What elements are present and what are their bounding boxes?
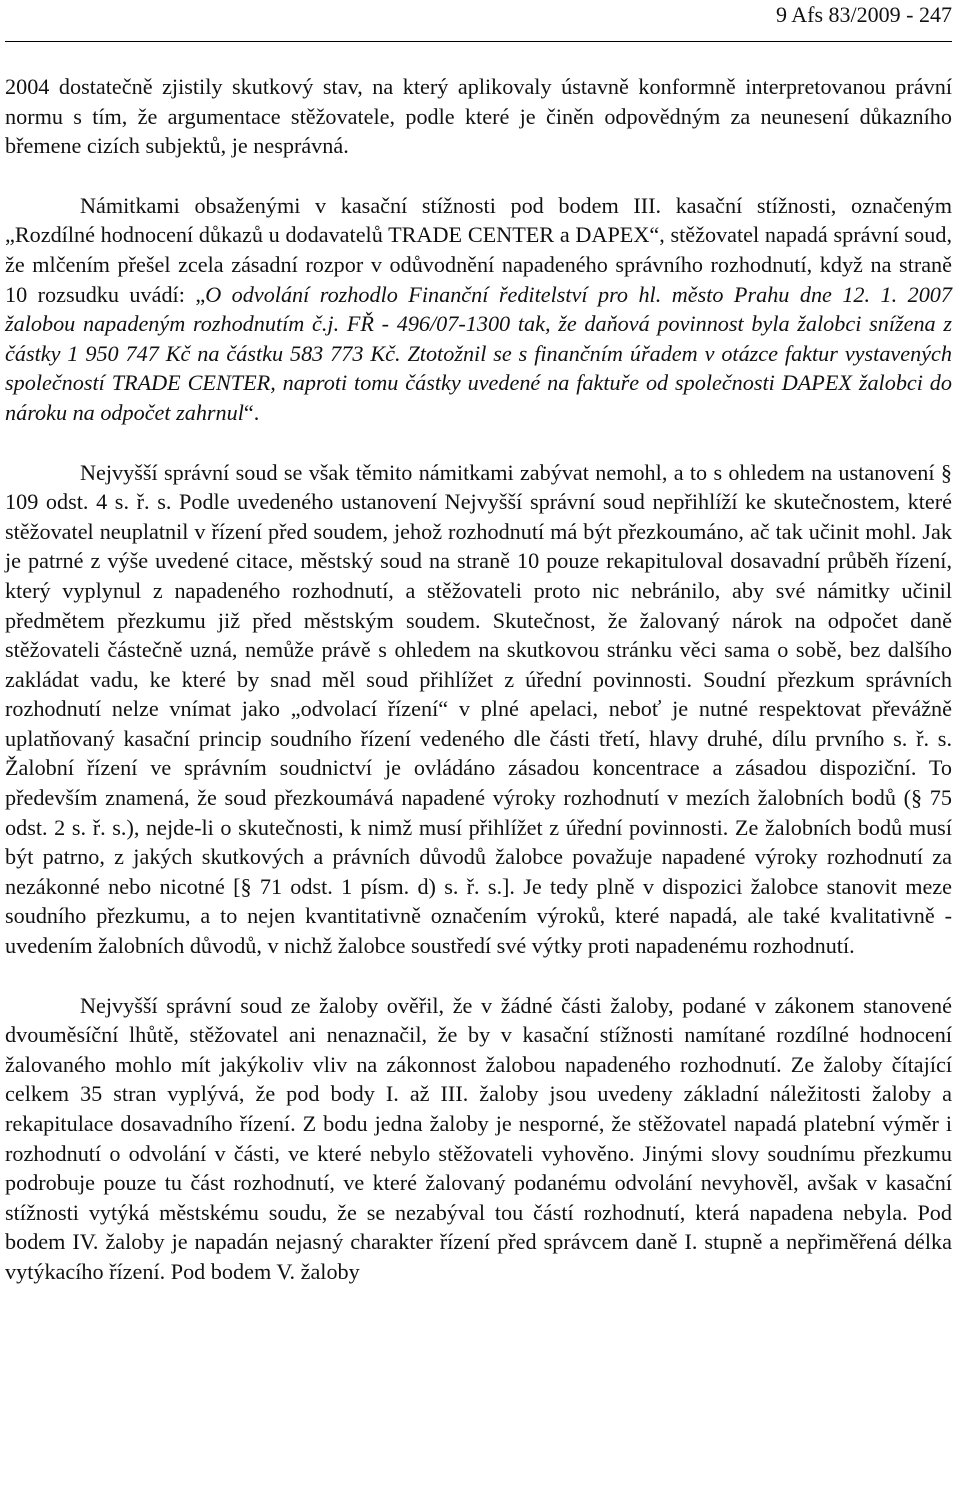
header-rule <box>5 41 952 42</box>
paragraph-2 <box>5 191 952 428</box>
paragraph-4 <box>5 991 952 1287</box>
paragraph-1 <box>5 72 952 161</box>
paragraph-2-tail: “. <box>243 399 260 425</box>
document-body <box>5 72 952 1287</box>
case-reference: 9 Afs 83/2009 - 247 <box>776 2 952 27</box>
paragraph-1-text: 2004 dostatečně zjistily skutkový stav, na který aplikovaly ústavně konformně interpretovanou právní normu s tím, že argumentace stěžovatele, podle které je činěn odpovědným za neunesení důkazního břemene cizích subjektů, je nesprávná. <box>5 74 952 159</box>
paragraph-2-text: Námitkami obsaženými v kasační stížnosti pod bodem III. kasační stížnosti, označeným „Rozdílné hodnocení důkazů u dodavatelů TRADE CENTER a DAPEX“, stěžovatel napadá správní soud, že mlčením přešel zcela zásadní rozpor v odůvodnění napadeného správního rozhodnutí, když na straně 10 rozsudku uvádí: „ <box>5 192 952 307</box>
paragraph-4-text: Nejvyšší správní soud ze žaloby ověřil, že v žádné části žaloby, podané v zákonem stanovené dvouměsíční lhůtě, stěžovatel ani nenaznačil, že by v kasační stížnosti namítané rozdílné hodnocení žalovaného mohlo mít jakýkoliv vliv na zákonnost žalobou napadeného rozhodnutí. Ze žaloby čítající celkem 35 stran vyplývá, že pod body I. až III. žaloby jsou uvedeny základní náležitosti žaloby a rekapitulace dosavadního řízení. Z bodu jedna žaloby je nesporné, že stěžovatel napadá platební výměr i rozhodnutí o odvolání v části, ve které nebylo stěžovateli vyhověno. Jinými slovy soudnímu přezkumu podrobuje pouze tu část rozhodnutí, ve které žalovaný podanému odvolání nevyhověl, avšak v kasační stížnosti vytýká městskému soudu, že se nezabýval tou částí rozhodnutí, která napadena nebyla. Pod bodem IV. žaloby je napadán nejasný charakter řízení před správcem daně I. stupně a nepřiměřená délka vytýkacího řízení. Pod bodem V. žaloby <box>5 992 952 1284</box>
paragraph-2-quote: O odvolání rozhodlo Finanční ředitelství pro hl. město Prahu dne 12. 1. 2007 žalobou napadeným rozhodnutím č.j. FŘ - 496/07-1300 tak, že daňová povinnost byla žalobci snížena z částky 1 950 747 Kč na částku 583 773 Kč. Ztotožnil se s finančním úřadem v otázce faktur vystavených společností TRADE CENTER, naproti tomu částky uvedené na faktuře od společnosti DAPEX žalobci do nároku na odpočet zahrnul <box>5 281 952 425</box>
paragraph-3 <box>5 458 952 961</box>
paragraph-3-text: Nejvyšší správní soud se však těmito námitkami zabývat nemohl, a to s ohledem na ustanovení § 109 odst. 4 s. ř. s. Podle uvedeného ustanovení Nejvyšší správní soud nepřihlíží ke skutečnostem, které stěžovatel neuplatnil v řízení před soudem, jehož rozhodnutí má být přezkoumáno, ač tak učinit mohl. Jak je patrné z výše uvedené citace, městský soud na straně 10 pouze rekapituloval dosavadní průběh řízení, který vyplynul z napadeného rozhodnutí, a stěžovateli proto nic nebránilo, aby své námitky učinil předmětem přezkumu již před městským soudem. Skutečnost, že žalovaný nárok na odpočet daně stěžovateli částečně uzná, nemůže právě s ohledem na skutkovou stránku věci sama o sobě, bez dalšího zakládat vadu, ke které by snad měl soud přihlížet z úřední povinnosti. Soudní přezkum správních rozhodnutí nelze vnímat jako „odvolací řízení“ v plné apelaci, neboť je nutné respektovat převážně uplatňovaný kasační princip soudního řízení vedeného dle části třetí, hlavy druhé, dílu prvního s. ř. s. Žalobní řízení ve správním soudnictví je ovládáno zásadou koncentrace a zásadou dispoziční. To především znamená, že soud přezkoumává napadené výroky rozhodnutí v mezích žalobních bodů (§ 75 odst. 2 s. ř. s.), nejde-li o skutečnosti, k nimž musí přihlížet z úřední povinnosti. Ze žalobních bodů musí být patrno, z jakých skutkových a právních důvodů žalobce považuje napadené výroky rozhodnutí za nezákonné nebo nicotné [§ 71 odst. 1 písm. d) s. ř. s.]. Je tedy plně v dispozici žalobce stanovit meze soudního přezkumu, a to nejen kvantitativně označením výroků, které napadá, ale také kvalitativně - uvedením žalobních důvodů, v nichž žalobce soustředí své výtky proti napadenému rozhodnutí. <box>5 459 952 959</box>
